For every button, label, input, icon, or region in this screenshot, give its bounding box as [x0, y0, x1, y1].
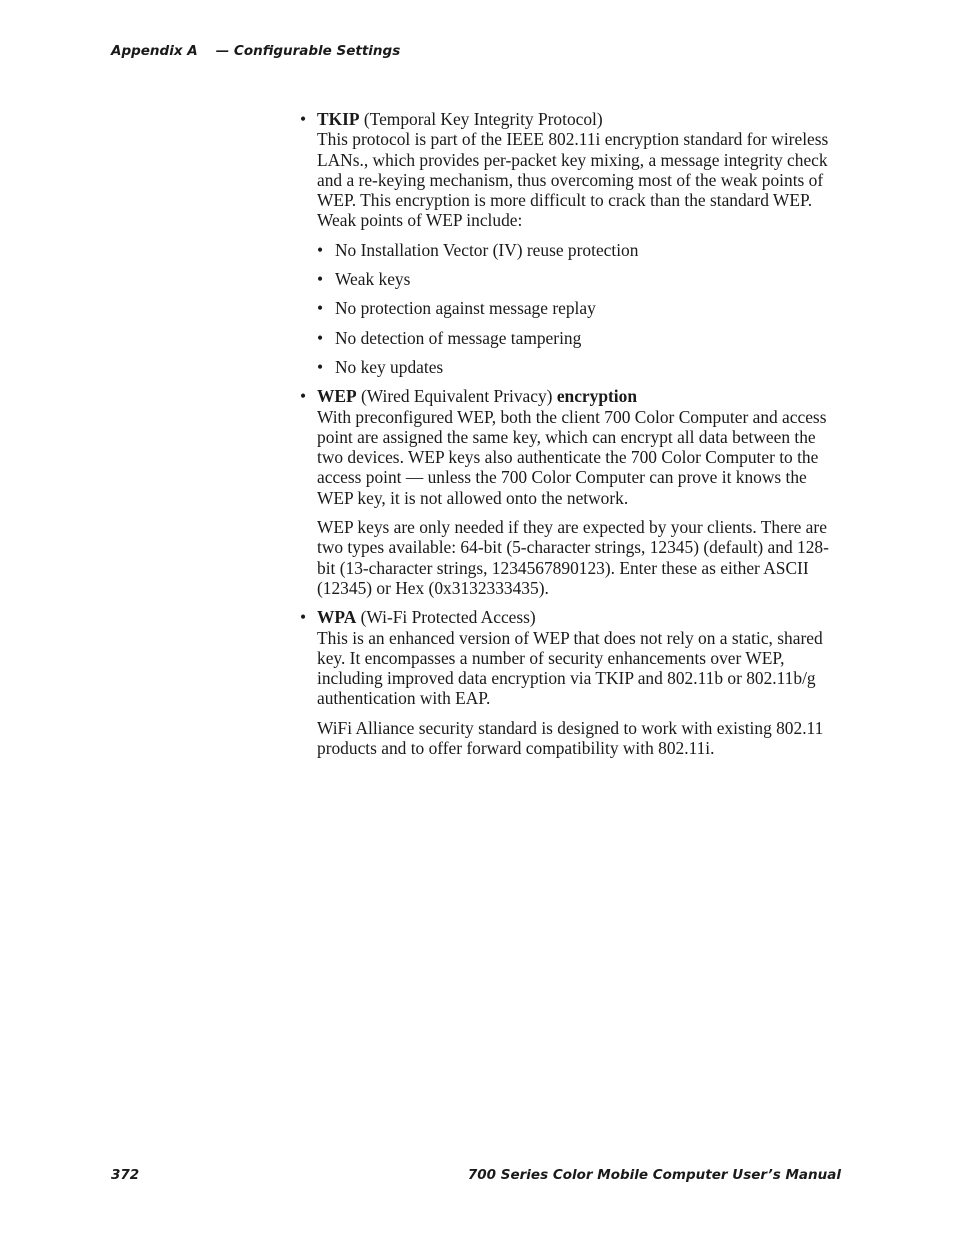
page-content: [299, 109, 844, 767]
sub-item-text: Weak keys: [335, 269, 411, 290]
item-term-trailing: encryption: [556, 386, 637, 407]
sub-list-item: [317, 269, 844, 289]
bullet: •: [300, 607, 307, 628]
bullet: •: [317, 327, 324, 348]
sub-list-item: [317, 240, 844, 260]
item-term: WEP: [317, 386, 357, 407]
item-term: WPA: [317, 607, 357, 628]
header-chapter: Configurable Settings: [233, 43, 401, 59]
sub-list-item: [317, 328, 844, 348]
running-header: [111, 43, 400, 59]
manual-title: 700 Series Color Mobile Computer User’s Manual: [467, 1167, 841, 1183]
bullet: •: [317, 269, 324, 290]
sub-item-text: No Installation Vector (IV) reuse protection: [335, 239, 639, 260]
bullet: •: [317, 356, 324, 377]
item-term-suffix: (Wired Equivalent Privacy): [356, 386, 557, 407]
page-number: 372: [111, 1167, 140, 1183]
sub-list-item: [317, 357, 844, 377]
item-term-suffix: (Wi-Fi Protected Access): [356, 607, 536, 628]
list-item-wep: [299, 386, 844, 598]
bullet: •: [317, 239, 324, 260]
item-heading: [317, 386, 844, 508]
bullet: •: [300, 386, 307, 407]
header-separator: —: [215, 43, 230, 59]
sub-list: [317, 240, 844, 377]
bullet: •: [317, 298, 324, 319]
item-heading: [317, 109, 844, 231]
item-body: This is an enhanced version of WEP that does not rely on a static, shared key. It encompasses a number of security enhancements over WEP, including improved data encryption via TKIP and 802.11b or 802.11b/g authentication with EAP.: [317, 627, 823, 709]
sub-item-text: No key updates: [335, 356, 444, 377]
item-body: With preconfigured WEP, both the client 700 Color Computer and access point are assigned the same key, which can encrypt all data between the two devices. WEP keys also authenticate the 700 Color Computer to the access point — unless the 700 Color Computer can prove it knows the WEP key, it is not allowed onto the network.: [317, 406, 827, 508]
list-item-wpa: [299, 607, 844, 758]
item-term-suffix: (Temporal Key Integrity Protocol): [359, 109, 603, 129]
sub-item-text: No detection of message tampering: [335, 327, 582, 348]
sub-item-text: No protection against message replay: [335, 298, 596, 319]
item-body-paragraph: WEP keys are only needed if they are expected by your clients. There are two types available: 64-bit (5-character strings, 12345) (default) and 128-bit (13-character strings, 1234567890123). Enter these as either ASCII (12345) or Hex (0x3132333435).: [317, 517, 829, 598]
list-item-tkip: [299, 109, 844, 377]
header-section: Appendix A: [111, 43, 198, 59]
bullet: •: [300, 109, 307, 129]
item-body: This protocol is part of the IEEE 802.11i encryption standard for wireless LANs., which provides per-packet key mixing, a message integrity check and a re-keying mechanism, thus overcoming most of the weak points of WEP. This encryption is more difficult to crack than the standard WEP. Weak points of WEP include:: [317, 129, 829, 231]
sub-list-item: [317, 298, 844, 318]
item-term: TKIP: [317, 109, 360, 129]
item-body-paragraph: WiFi Alliance security standard is designed to work with existing 802.11 products and to offer forward compatibility with 802.11i.: [317, 717, 824, 759]
item-heading: [317, 607, 844, 708]
